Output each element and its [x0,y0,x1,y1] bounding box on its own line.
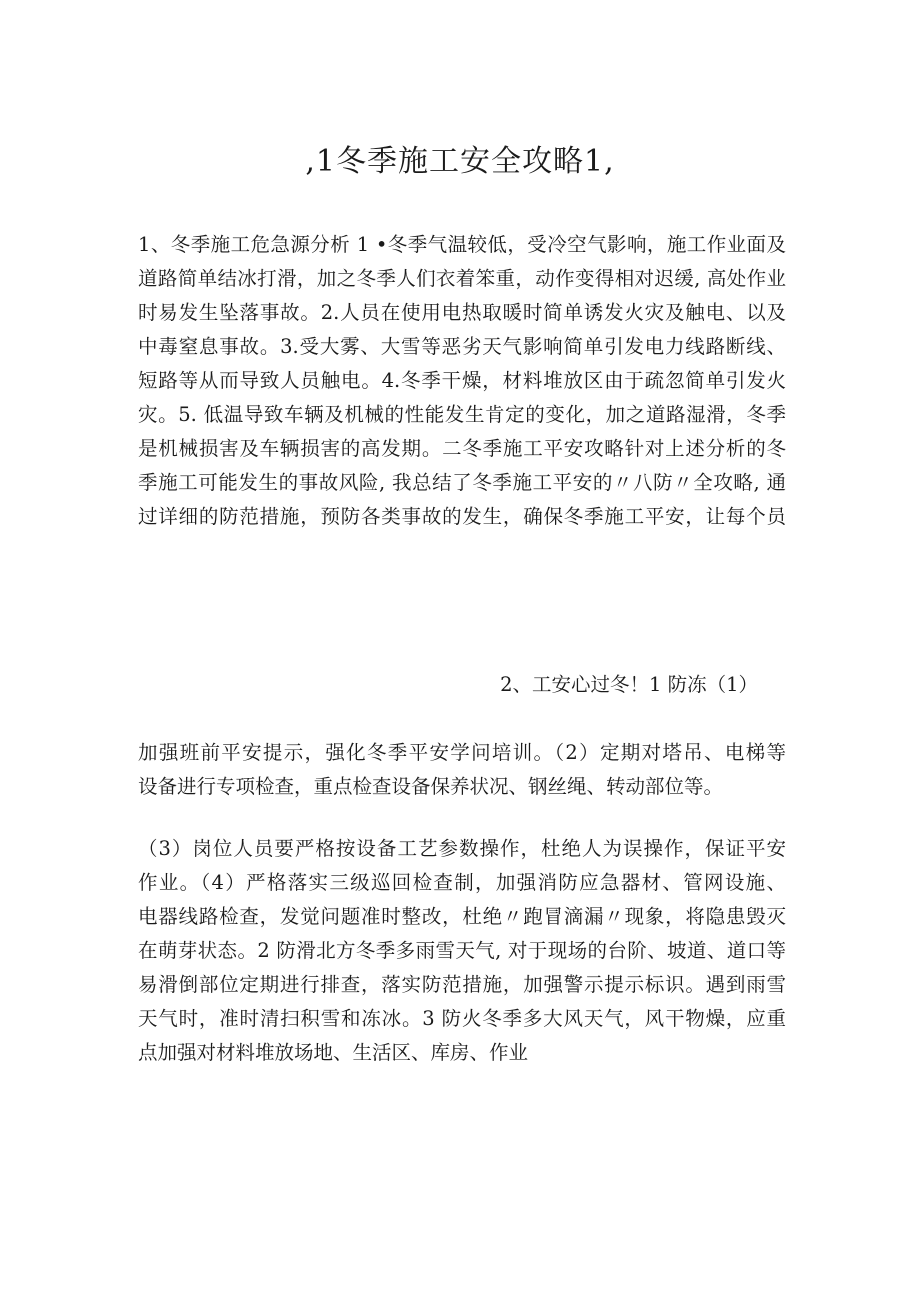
text-line: 加强班前平安提示，强化冬季平安学问培训。（2）定期对塔吊、电梯等 [138,741,786,764]
text-line: 中毒窒息事故。3.受大雾、大雪等恶劣天气影响简单引发电力线路断线、 [138,335,786,358]
text-line: 1、冬季施工危急源分析 1 •冬季气温较低，受冷空气影响，施工作业面及 [138,233,786,256]
text-line: 作业。（4）严格落实三级巡回检查制，加强消防应急器材、管网设施、 [138,871,786,894]
text-line: 天气时，准时清扫积雪和冻冰。3 防火冬季多大风天气，风干物燥，应重 [138,1007,786,1030]
text-line: 在萌芽状态。2 防滑北方冬季多雨雪天气, 对于现场的台阶、坡道、道口等 [138,939,786,962]
text-line: 是机械损害及车辆损害的高发期。二冬季施工平安攻略针对上述分析的冬 [138,437,786,460]
text-line: （3）岗位人员要严格按设备工艺参数操作，杜绝人为误操作，保证平安 [138,837,786,860]
paragraph-measures [138,832,786,1070]
text-line: 季施工可能发生的事故风险, 我总结了冬季施工平安的〃八防〃全攻略, 通 [138,471,786,494]
text-line: 短路等从而导致人员触电。4.冬季干燥，材料堆放区由于疏忽简单引发火 [138,369,786,392]
paragraph-hazard-analysis [138,228,786,534]
paragraph-antifreeze [138,736,786,804]
text-line: 时易发生坠落事故。2.人员在使用电热取暖时简单诱发火灾及触电、以及 [138,301,786,324]
section-heading-line: 2、工安心过冬！1 防冻（1） [500,673,758,696]
text-line: 灾。5. 低温导致车辆及机械的性能发生肯定的变化，加之道路湿滑，冬季 [138,403,786,426]
text-line: 点加强对材料堆放场地、生活区、库房、作业 [138,1041,529,1064]
document-title: ,1冬季施工安全攻略1, [305,144,615,179]
text-line: 过详细的防范措施，预防各类事故的发生，确保冬季施工平安，让每个员 [138,505,786,528]
text-line: 电器线路检查，发觉问题准时整改，杜绝〃跑冒滴漏〃现象，将隐患毁灭 [138,905,786,928]
text-line: 易滑倒部位定期进行排查，落实防范措施，加强警示提示标识。遇到雨雪 [138,973,786,996]
text-line: 道路简单结冰打滑，加之冬季人们衣着笨重，动作变得相对迟缓, 高处作业 [138,267,786,290]
text-line: 设备进行专项检查，重点检查设备保养状况、钢丝绳、转动部位等。 [138,775,724,798]
